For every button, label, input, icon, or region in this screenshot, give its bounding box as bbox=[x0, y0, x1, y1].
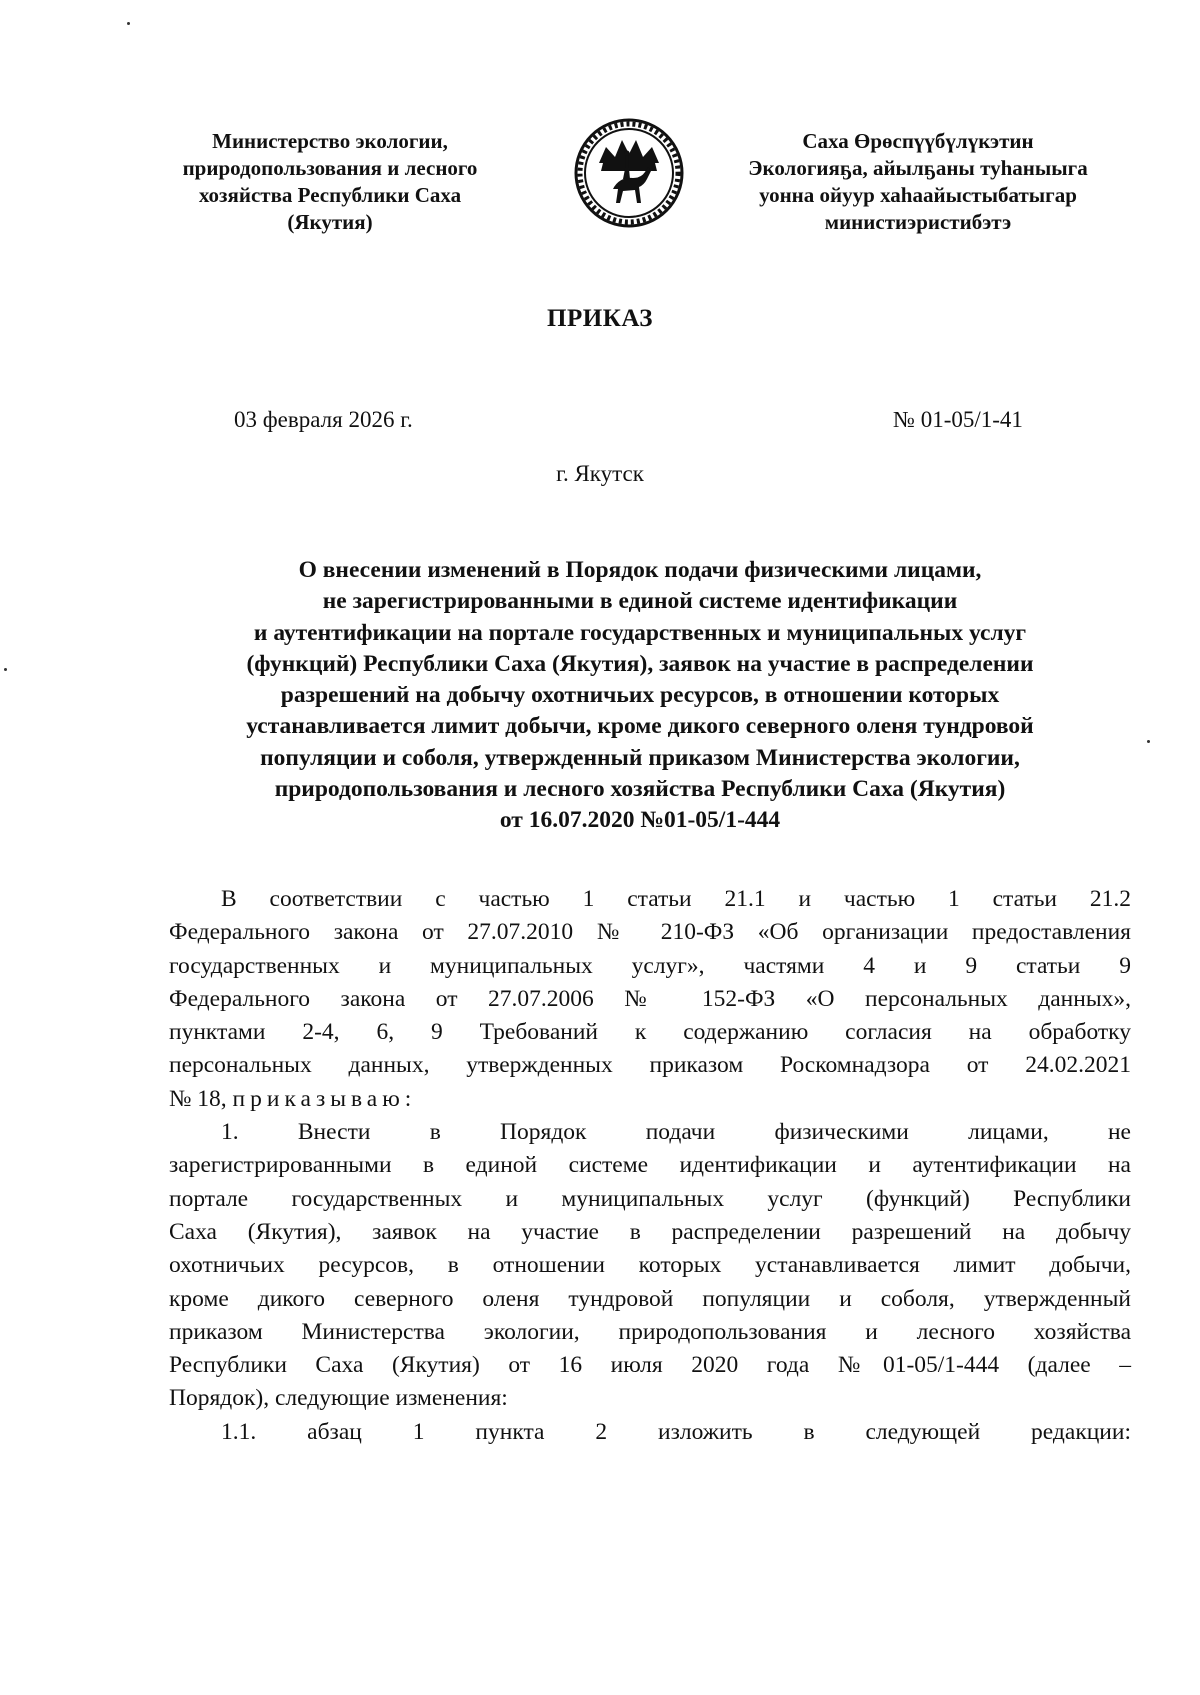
preamble-last-prefix: № 18, bbox=[169, 1085, 233, 1112]
ministry-name-ru-line: хозяйства Республики Саха bbox=[198, 183, 462, 207]
ministry-name-ru-line: (Якутия) bbox=[287, 210, 373, 234]
ministry-name-ru-line: природопользования и лесного bbox=[182, 156, 478, 180]
subject-line: популяции и соболя, утвержденный приказом Министерства экологии, bbox=[260, 744, 1020, 771]
item-1-line: 1. Внести в Порядок подачи физическими лицами, не bbox=[221, 1119, 1131, 1146]
order-city: г. Якутск bbox=[556, 461, 644, 486]
preamble-line: Федерального закона от 27.07.2006 № 152-ФЗ «О персональных данных», bbox=[169, 985, 1131, 1012]
item-1-line: Порядок), следующие изменения: bbox=[169, 1385, 508, 1412]
ministry-name-sakha bbox=[728, 128, 1108, 236]
subject-line: природопользования и лесного хозяйства Республики Саха (Якутия) bbox=[274, 776, 1006, 803]
order-body-text bbox=[169, 883, 1131, 1449]
subject-line: (функций) Республики Саха (Якутия), заявок на участие в распределении bbox=[246, 650, 1034, 677]
preamble-line: персональных данных, утвержденных приказом Роскомнадзора от 24.02.2021 bbox=[169, 1052, 1131, 1079]
subject-line: от 16.07.2020 №01-05/1-444 bbox=[499, 807, 781, 834]
item-1-line: Саха (Якутия), заявок на участие в распределении разрешений на добычу bbox=[169, 1218, 1131, 1245]
scan-speck bbox=[4, 668, 7, 671]
item-1-line: зарегистрированными в единой системе идентификации и аутентификации на bbox=[169, 1152, 1131, 1179]
preamble-line: Федерального закона от 27.07.2010 № 210-ФЗ «Об организации предоставления bbox=[169, 919, 1131, 946]
subject-line: и аутентификации на портале государственных и муниципальных услуг bbox=[253, 619, 1027, 646]
ministry-name-russian bbox=[160, 128, 500, 236]
preamble-line: В соответствии с частью 1 статьи 21.1 и частью 1 статьи 21.2 bbox=[221, 886, 1131, 912]
order-number: № 01-05/1-41 bbox=[893, 407, 1023, 432]
item-1-1-line: 1.1. абзац 1 пункта 2 изложить в следующей редакции: bbox=[221, 1418, 1131, 1445]
order-subject-heading bbox=[160, 555, 1120, 837]
item-1-line: охотничьих ресурсов, в отношении которых устанавливается лимит добычи, bbox=[169, 1252, 1131, 1279]
scan-speck bbox=[1147, 740, 1150, 743]
subject-line: О внесении изменений в Порядок подачи физическими лицами, bbox=[298, 557, 982, 583]
order-date: 03 февраля 2026 г. bbox=[234, 407, 413, 432]
preamble-line: пунктами 2-4, 6, 9 Требований к содержанию согласия на обработку bbox=[169, 1019, 1131, 1046]
scan-speck bbox=[127, 22, 130, 25]
ministry-name-sakha-line: уонна ойуур хаһаайыстыбатыгар bbox=[759, 183, 1077, 207]
subject-line: устанавливается лимит добычи, кроме дикого северного оленя тундровой bbox=[246, 713, 1034, 740]
sakha-coat-of-arms-icon bbox=[573, 117, 685, 229]
ordering-word: приказываю: bbox=[232, 1085, 417, 1112]
ministry-name-sakha-line: министиэристибэтэ bbox=[824, 210, 1012, 234]
preamble-last-line bbox=[169, 1083, 1131, 1116]
subject-line: разрешений на добычу охотничьих ресурсов, в отношении которых bbox=[280, 682, 1000, 709]
item-1-line: портале государственных и муниципальных услуг (функций) Республики bbox=[169, 1185, 1131, 1212]
ministry-name-sakha-line: Саха Өрөспүүбүлүкэтин bbox=[802, 129, 1034, 153]
item-1-line: приказом Министерства экологии, природопользования и лесного хозяйства bbox=[169, 1318, 1131, 1345]
ministry-name-ru-line: Министерство экологии, bbox=[212, 129, 448, 153]
item-1-line: кроме дикого северного оленя тундровой популяции и соболя, утвержденный bbox=[169, 1285, 1131, 1312]
ministry-name-sakha-line: Экологияҕа, айылҕаны туһаныыга bbox=[748, 156, 1088, 180]
subject-line: не зарегистрированными в единой системе идентификации bbox=[322, 588, 958, 615]
document-type-title: ПРИКАЗ bbox=[547, 305, 653, 332]
item-1-line: Республики Саха (Якутия) от 16 июля 2020 года №01-05/1-444 (далее – bbox=[169, 1352, 1131, 1379]
preamble-line: государственных и муниципальных услуг», частями 4 и 9 статьи 9 bbox=[169, 952, 1131, 979]
